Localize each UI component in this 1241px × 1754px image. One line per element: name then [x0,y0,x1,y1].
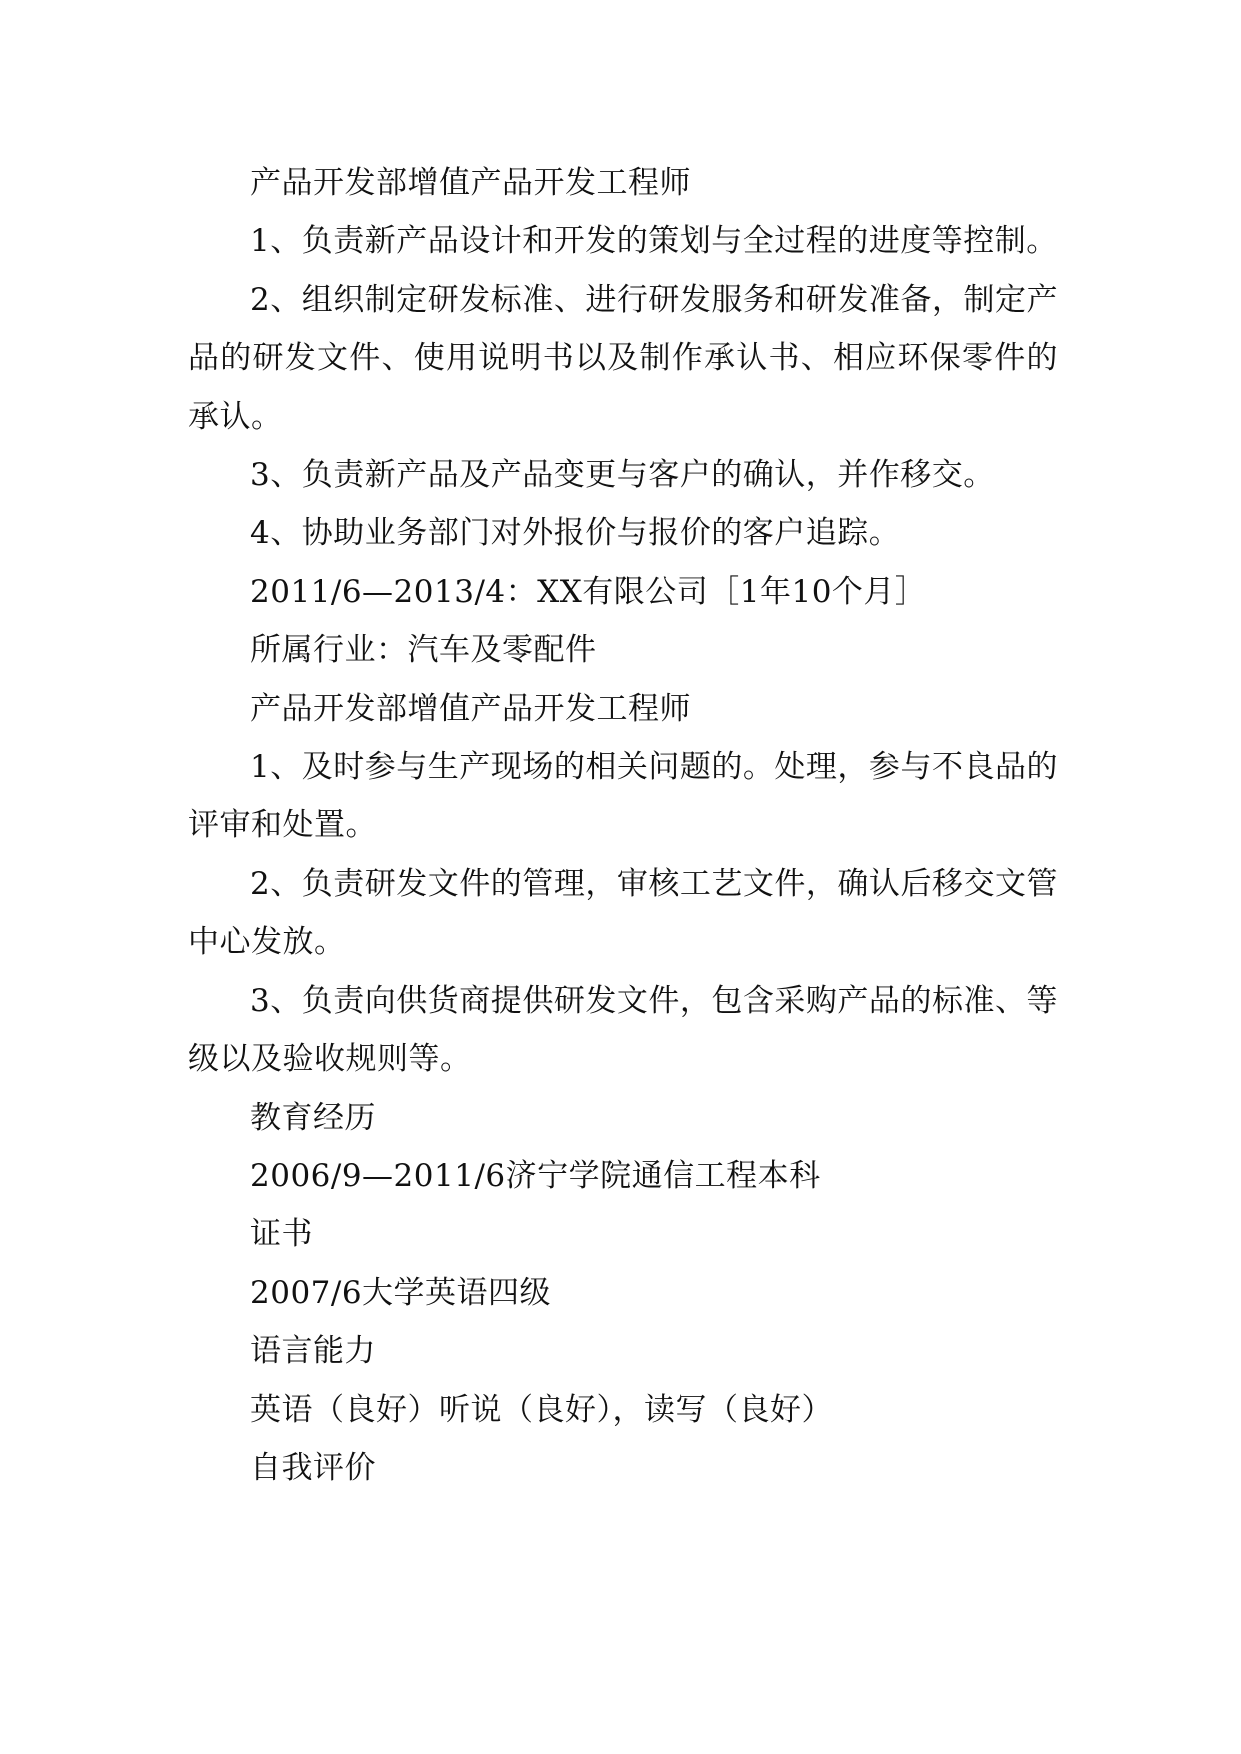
section-heading-self-evaluation: 自我评价 [250,1449,376,1486]
duty-item: 3、负责向供货商提供研发文件，包含采购产品的标准、等级以及验收规则等。 [188,982,1058,1078]
duty-item: 2、组织制定研发标准、进行研发服务和研发准备，制定产品的研发文件、使用说明书以及制作承认书、相应环保零件的承认。 [188,281,1058,435]
certificate-entry: 2007/6大学英语四级 [250,1274,552,1311]
section-heading-language: 语言能力 [250,1333,376,1370]
duty-item: 4、协助业务部门对外报价与报价的客户追踪。 [250,515,901,552]
education-entry: 2006/9—2011/6济宁学院通信工程本科 [250,1157,821,1194]
job-title: 产品开发部增值产品开发工程师 [250,165,691,201]
duty-item: 1、及时参与生产现场的相关问题的。处理，参与不良品的评审和处置。 [188,749,1058,844]
duty-item: 3、负责新产品及产品变更与客户的确认，并作移交。 [250,457,995,494]
job-title: 产品开发部增值产品开发工程师 [250,690,691,727]
employment-period: 2011/6—2013/4：XX有限公司［1年10个月］ [250,573,927,610]
section-heading-certificates: 证书 [250,1216,313,1253]
industry-line: 所属行业：汽车及零配件 [250,632,597,669]
document-body [188,154,1058,1497]
section-heading-education: 教育经历 [250,1099,376,1136]
duty-item: 2、负责研发文件的管理，审核工艺文件，确认后移交文管中心发放。 [188,865,1058,961]
duty-item: 1、负责新产品设计和开发的策划与全过程的进度等控制。 [250,223,1058,260]
language-entry: 英语（良好）听说（良好），读写（良好） [250,1391,833,1428]
